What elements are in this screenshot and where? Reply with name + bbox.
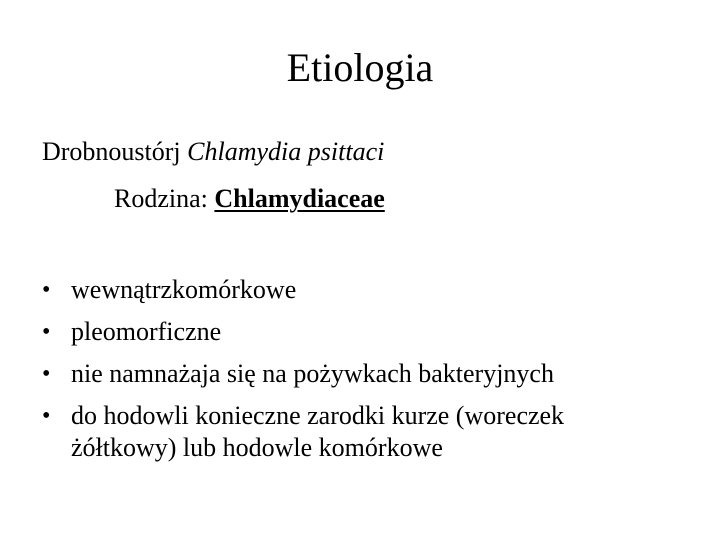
bullet-item-intracellular — [42, 274, 702, 306]
bullet-text: nie namnażaja się na pożywkach bakteryjnych — [71, 359, 554, 388]
bullet-text-line-1: do hodowli konieczne zarodki kurze (woreczek — [71, 401, 565, 430]
bullet-item-culture — [42, 400, 702, 464]
organism-name: Chlamydia psittaci — [187, 137, 385, 166]
bullet-item-no-growth — [42, 358, 702, 390]
bullet-icon: • — [42, 361, 51, 387]
bullet-text: pleomorficzne — [71, 317, 222, 346]
family-name: Chlamydiaceae — [214, 184, 385, 213]
slide-title: Etiologia — [286, 45, 434, 90]
bullet-item-pleomorphic — [42, 316, 702, 348]
family-label: Rodzina: — [114, 184, 208, 213]
bullet-text: wewnątrzkomórkowe — [71, 275, 297, 304]
bullet-icon: • — [42, 277, 51, 303]
bullet-list — [42, 274, 702, 464]
bullet-icon: • — [42, 319, 51, 345]
bullet-icon: • — [42, 403, 51, 429]
organism-label: Drobnoustórj — [42, 137, 181, 166]
family-line — [114, 183, 385, 215]
bullet-text-line-2: żółtkowy) lub hodowle komórkowe — [71, 433, 443, 462]
organism-line — [42, 136, 384, 168]
